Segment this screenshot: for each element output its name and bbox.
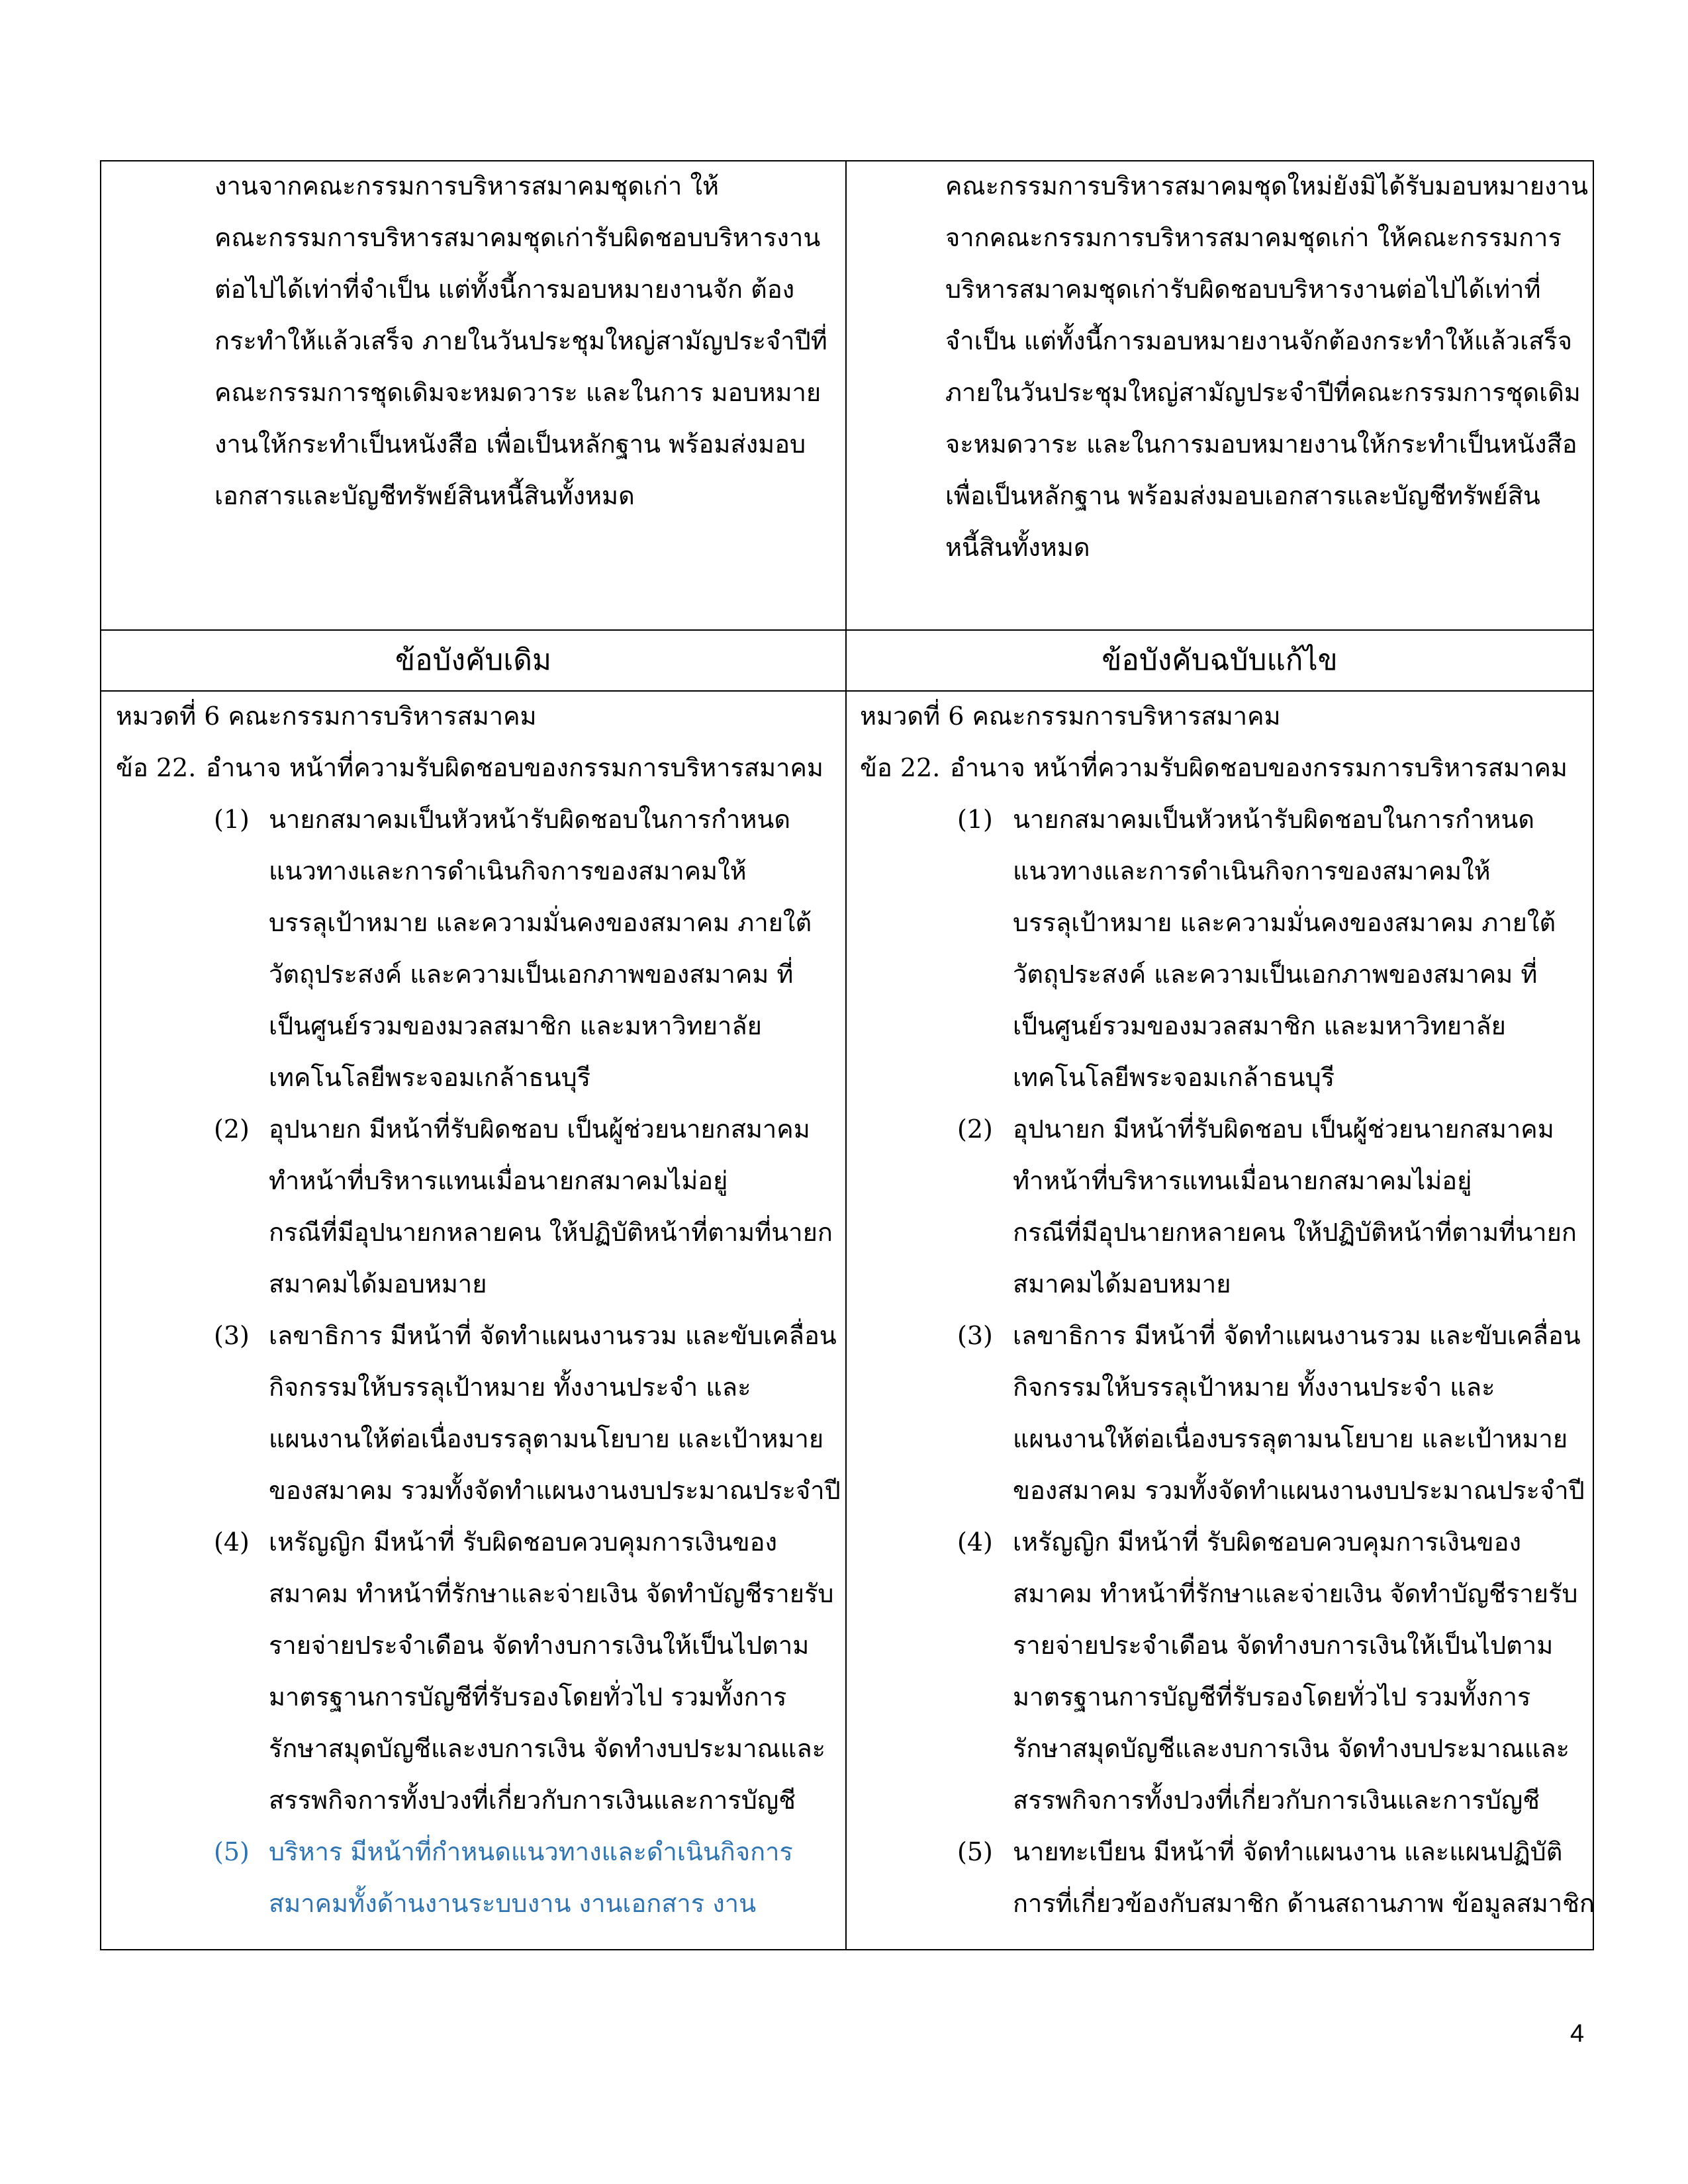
item-line: เป็นศูนย์รวมของมวลสมาชิก และมหาวิทยาลัย [269,1011,762,1040]
continuation-table [100,160,1594,629]
item-line: สมาคม ทำหน้าที่รักษาและจ่ายเงิน จัดทำบัญชีรายรับ [1013,1579,1578,1608]
item-line: กรณีที่มีอุปนายกหลายคน ให้ปฏิบัติหน้าที่ตามที่นายก [269,1218,833,1247]
text-line: ภายในวันประชุมใหญ่สามัญประจำปีที่คณะกรรมการชุดเดิม [945,378,1581,407]
item-line: แนวทางและการดำเนินกิจการของสมาคมให้ [1013,856,1491,886]
item-line-highlighted: สมาคมทั้งด้านงานระบบงาน งานเอกสาร งาน [269,1889,757,1918]
chapter-title: หมวดที่ 6 คณะกรรมการบริหารสมาคม [860,702,1281,731]
article-number: ข้อ 22. [860,753,941,782]
item-line: มาตรฐานการบัญชีที่รับรองโดยทั่วไป รวมทั้งการ [269,1682,787,1711]
item-line: สมาคม ทำหน้าที่รักษาและจ่ายเงิน จัดทำบัญชีรายรับ [269,1579,834,1608]
text-line: เอกสารและบัญชีทรัพย์สินหนี้สินทั้งหมด [214,481,635,510]
continuation-left-cell [101,161,845,629]
page-number: 4 [1570,2020,1585,2048]
item-line: เป็นศูนย์รวมของมวลสมาชิก และมหาวิทยาลัย [1013,1011,1506,1040]
text-line: บริหารสมาคมชุดเก่ารับผิดชอบบริหารงานต่อไปได้เท่าที่ [945,275,1541,304]
item-line: กิจกรรมให้บรรลุเป้าหมาย ทั้งงานประจำ และ [1013,1373,1495,1402]
original-regulation-cell [101,692,845,1949]
item-line: อุปนายก มีหน้าที่รับผิดชอบ เป็นผู้ช่วยนายกสมาคม [1013,1115,1554,1144]
item-line: แผนงานให้ต่อเนื่องบรรลุตามนโยบาย และเป้าหมาย [1013,1424,1568,1453]
text-line: เพื่อเป็นหลักฐาน พร้อมส่งมอบเอกสารและบัญชีทรัพย์สิน [945,481,1540,510]
item-line: เลขาธิการ มีหน้าที่ จัดทำแผนงานรวม และขับเคลื่อน [269,1321,837,1350]
item-line: นายกสมาคมเป็นหัวหน้ารับผิดชอบในการกำหนด [269,805,791,834]
item-line: เทคโนโลยีพระจอมเกล้าธนบุรี [269,1063,591,1092]
item-line-highlighted: บริหาร มีหน้าที่กำหนดแนวทางและดำเนินกิจการ [269,1837,793,1866]
amended-regulation-cell [847,692,1593,1949]
text-line: กระทำให้แล้วเสร็จ ภายในวันประชุมใหญ่สามัญประจำปีที่ [214,326,827,355]
text-line: งานให้กระทำเป็นหนังสือ เพื่อเป็นหลักฐาน พร้อมส่งมอบ [214,430,806,459]
item-line: ทำหน้าที่บริหารแทนเมื่อนายกสมาคมไม่อยู่ [1013,1166,1472,1195]
item-line: สมาคมได้มอบหมาย [269,1269,487,1298]
header-amended-regulation: ข้อบังคับฉบับแก้ไข [1102,643,1338,677]
item-line: บรรลุเป้าหมาย และความมั่นคงของสมาคม ภายใต้ [269,908,812,937]
item-line: รักษาสมุดบัญชีและงบการเงิน จัดทำงบประมาณและ [1013,1734,1570,1763]
item-line: มาตรฐานการบัญชีที่รับรองโดยทั่วไป รวมทั้งการ [1013,1682,1531,1711]
item-number: (3) [957,1321,993,1350]
text-line: จำเป็น แต่ทั้งนี้การมอบหมายงานจักต้องกระทำให้แล้วเสร็จ [945,326,1572,355]
item-line: กรณีที่มีอุปนายกหลายคน ให้ปฏิบัติหน้าที่ตามที่นายก [1013,1218,1577,1247]
text-line: จะหมดวาระ และในการมอบหมายงานให้กระทำเป็นหนังสือ [945,430,1577,459]
item-line: วัตถุประสงค์ และความเป็นเอกภาพของสมาคม ที่ [269,960,794,989]
text-line: คณะกรรมการชุดเดิมจะหมดวาระ และในการ มอบหมาย [214,378,821,407]
item-line: รักษาสมุดบัญชีและงบการเงิน จัดทำงบประมาณและ [269,1734,826,1763]
item-line: การที่เกี่ยวข้องกับสมาชิก ด้านสถานภาพ ข้อมูลสมาชิก [1013,1889,1595,1918]
item-line: รายจ่ายประจำเดือน จัดทำงบการเงินให้เป็นไปตาม [1013,1631,1554,1660]
text-line: คณะกรรมการบริหารสมาคมชุดใหม่ยังมิได้รับมอบหมายงาน [945,171,1588,201]
item-number: (3) [214,1321,250,1350]
item-line: ของสมาคม รวมทั้งจัดทำแผนงานงบประมาณประจำปี [269,1476,841,1505]
item-number: (4) [214,1527,250,1557]
item-number: (2) [957,1115,993,1144]
item-line: เหรัญญิก มีหน้าที่ รับผิดชอบควบคุมการเงินของ [1013,1527,1522,1557]
item-line: บรรลุเป้าหมาย และความมั่นคงของสมาคม ภายใต้ [1013,908,1556,937]
item-number-highlighted: (5) [214,1837,250,1866]
item-line: วัตถุประสงค์ และความเป็นเอกภาพของสมาคม ที่ [1013,960,1538,989]
item-number: (1) [957,805,993,834]
item-line: สรรพกิจการทั้งปวงที่เกี่ยวกับการเงินและการบัญชี [269,1786,796,1815]
text-line: คณะกรรมการบริหารสมาคมชุดเก่ารับผิดชอบบริหารงาน [214,223,821,252]
text-line: ต่อไปได้เท่าที่จำเป็น แต่ทั้งนี้การมอบหมายงานจัก ต้อง [214,275,795,304]
item-number: (5) [957,1837,993,1866]
article-title: อำนาจ หน้าที่ความรับผิดชอบของกรรมการบริหารสมาคม [950,753,1568,782]
item-line: แนวทางและการดำเนินกิจการของสมาคมให้ [269,856,747,886]
item-line: นายกสมาคมเป็นหัวหน้ารับผิดชอบในการกำหนด [1013,805,1535,834]
item-line: กิจกรรมให้บรรลุเป้าหมาย ทั้งงานประจำ และ [269,1373,751,1402]
item-line: รายจ่ายประจำเดือน จัดทำงบการเงินให้เป็นไปตาม [269,1631,810,1660]
header-original-regulation: ข้อบังคับเดิม [395,643,551,677]
article-number: ข้อ 22. [116,753,197,782]
item-line: อุปนายก มีหน้าที่รับผิดชอบ เป็นผู้ช่วยนายกสมาคม [269,1115,810,1144]
comparison-table [100,629,1594,1950]
item-line: ของสมาคม รวมทั้งจัดทำแผนงานงบประมาณประจำปี [1013,1476,1585,1505]
article-title: อำนาจ หน้าที่ความรับผิดชอบของกรรมการบริหารสมาคม [206,753,823,782]
chapter-title: หมวดที่ 6 คณะกรรมการบริหารสมาคม [116,702,537,731]
item-line: สมาคมได้มอบหมาย [1013,1269,1231,1298]
text-line: จากคณะกรรมการบริหารสมาคมชุดเก่า ให้คณะกรรมการ [945,223,1562,252]
text-line: หนี้สินทั้งหมด [945,533,1090,562]
item-line: ทำหน้าที่บริหารแทนเมื่อนายกสมาคมไม่อยู่ [269,1166,728,1195]
item-line: แผนงานให้ต่อเนื่องบรรลุตามนโยบาย และเป้าหมาย [269,1424,824,1453]
item-number: (1) [214,805,250,834]
item-line: สรรพกิจการทั้งปวงที่เกี่ยวกับการเงินและการบัญชี [1013,1786,1540,1815]
item-number: (4) [957,1527,993,1557]
text-line: งานจากคณะกรรมการบริหารสมาคมชุดเก่า ให้ [214,171,720,201]
item-line: เทคโนโลยีพระจอมเกล้าธนบุรี [1013,1063,1335,1092]
item-line: นายทะเบียน มีหน้าที่ จัดทำแผนงาน และแผนปฏิบัติ [1013,1837,1563,1866]
continuation-right-cell [847,161,1593,629]
item-line: เหรัญญิก มีหน้าที่ รับผิดชอบควบคุมการเงินของ [269,1527,778,1557]
item-number: (2) [214,1115,250,1144]
item-line: เลขาธิการ มีหน้าที่ จัดทำแผนงานรวม และขับเคลื่อน [1013,1321,1581,1350]
